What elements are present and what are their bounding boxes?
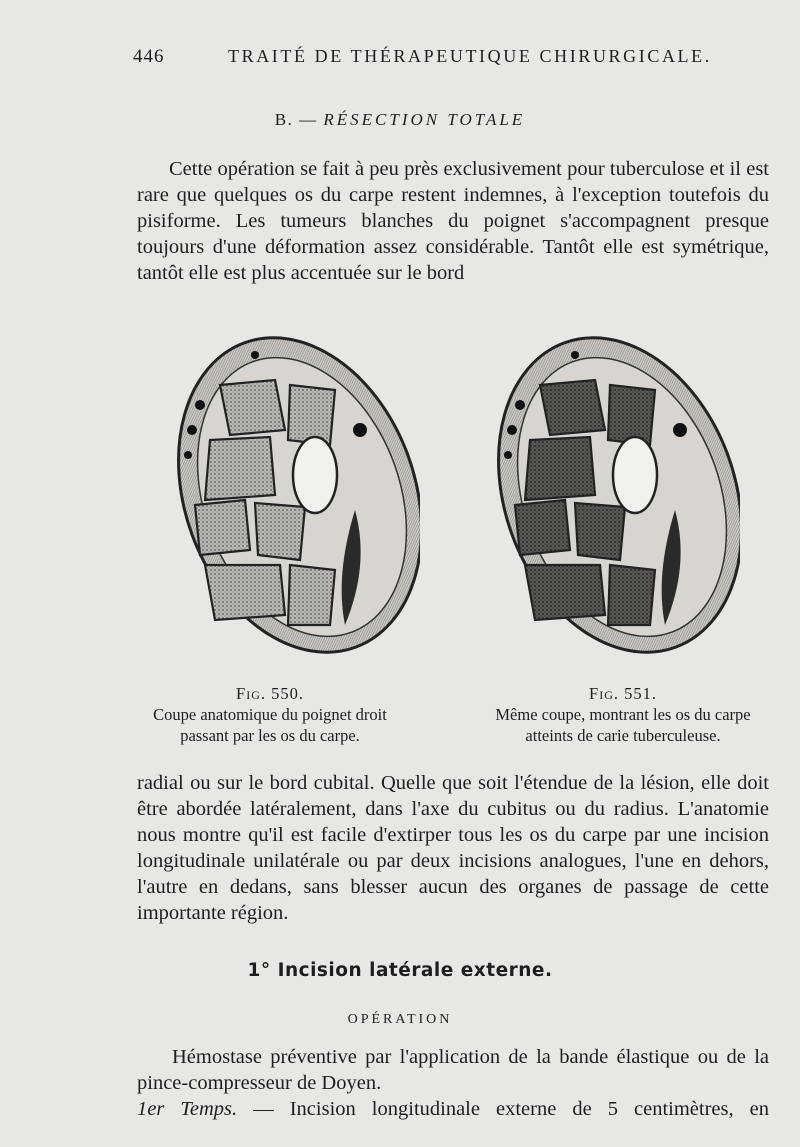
paragraph-text: radial ou sur le bord cubital. Quelle que soit l'étendue de la lésion, elle doit être abordée latéralement, dans l'axe du cubitus ou du radius. L'anatomie nous montre qu'il est facile d'extirper tous les os du carpe par une incision longitudinale unilatérale ou par deux incisions analogues, l'une en dehors, l'autre en dedans, sans blesser aucun des organes de passage de cette importante région.	[137, 772, 769, 924]
running-title: TRAITÉ DE THÉRAPEUTIQUE CHIRURGICALE.	[228, 46, 712, 66]
operation-heading: OPÉRATION	[347, 1012, 453, 1027]
caption-line: passant par les os du carpe.	[180, 726, 360, 745]
figure-label: Fig. 551.	[589, 684, 657, 703]
caption-line: atteints de carie tuberculeuse.	[525, 726, 721, 745]
figure-550-caption	[110, 683, 430, 746]
paragraph-continuation	[137, 770, 769, 926]
running-head	[0, 46, 800, 72]
paragraph-text: Hémostase préventive par l'application de la bande élastique ou de la pince-compresseur de Doyen.	[137, 1046, 769, 1094]
paragraph-text: Cette opération se fait à peu près exclusivement pour tuberculose et il est rare que quelques os du carpe restent indemnes, à l'exception toutefois du pisiforme. Les tumeurs blanches du poignet s'accompagnent presque toujours d'une déformation assez considérable. Tantôt elle est symétrique, tantôt elle est plus accentuée sur le bord	[137, 158, 769, 284]
section-prefix: B. —	[274, 110, 318, 129]
caption-line: Coupe anatomique du poignet droit	[153, 705, 387, 724]
step-label: 1er Temps.	[137, 1098, 238, 1120]
section-title	[0, 110, 800, 130]
section-title-text: RÉSECTION TOTALE	[323, 110, 526, 129]
figure-551-caption	[453, 683, 793, 746]
subheading: 1° Incision latérale externe.	[247, 960, 553, 981]
page-number: 446	[133, 46, 165, 67]
paragraph-hemostasis	[137, 1044, 769, 1096]
paragraph-intro	[137, 156, 769, 286]
wrist-cross-section-figure-551	[490, 325, 740, 670]
caption-line: Même coupe, montrant les os du carpe	[495, 705, 751, 724]
figure-label: Fig. 550.	[236, 684, 304, 703]
step-text: — Incision longitudinale externe de 5 centimètres, en	[253, 1098, 770, 1120]
wrist-cross-section-figure-550	[170, 325, 420, 670]
figures-row	[170, 325, 790, 675]
first-step-line	[137, 1096, 769, 1122]
